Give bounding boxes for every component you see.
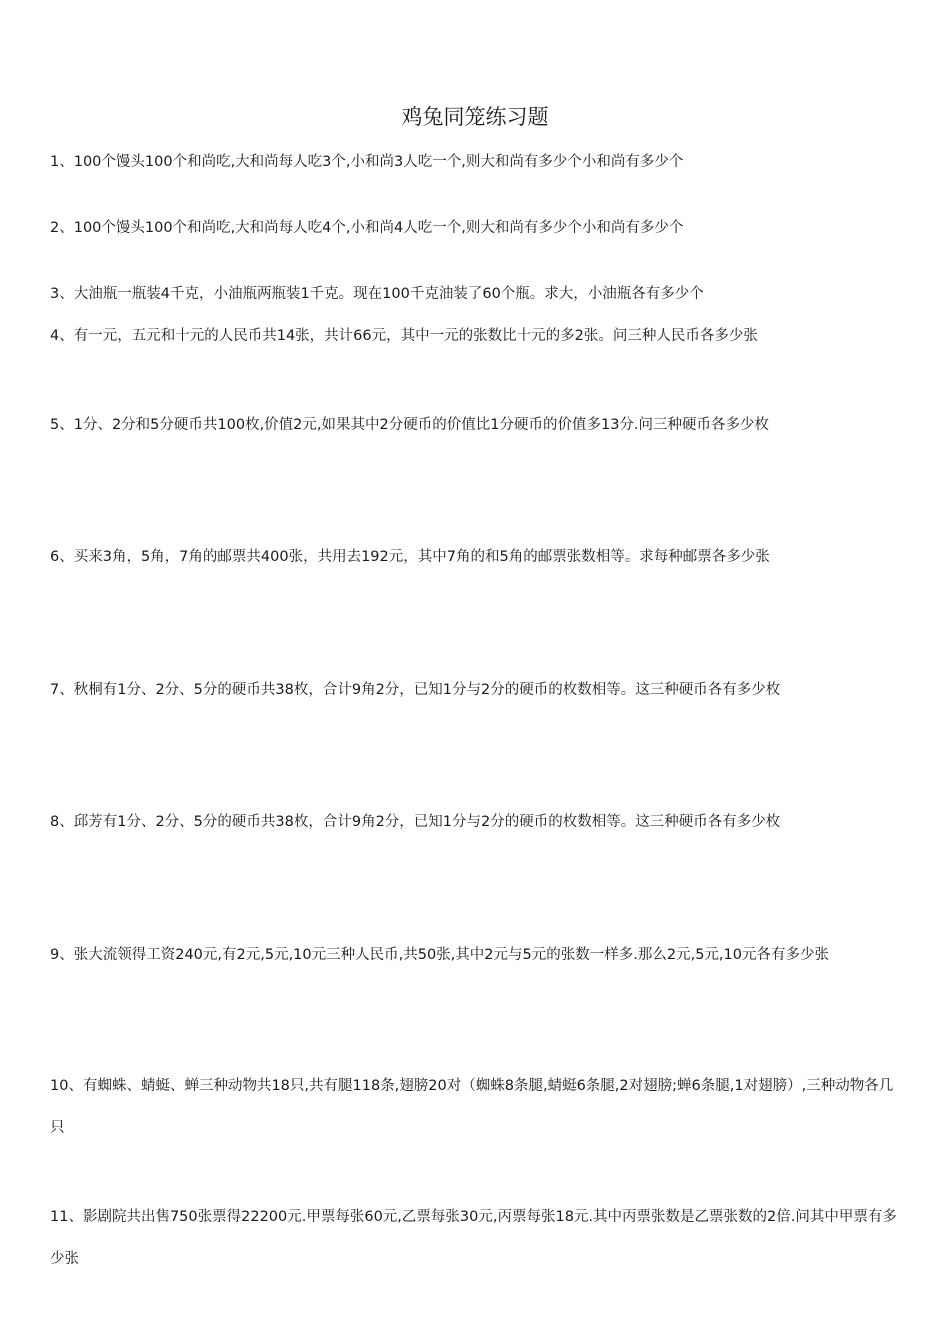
problem-4: 4、有一元，五元和十元的人民币共14张，共计66元，其中一元的张数比十元的多2张。问三种人民币各多少张 <box>50 328 758 344</box>
problem-7: 7、秋桐有1分、2分、5分的硬币共38枚，合计9角2分，已知1分与2分的硬币的枚数相等。这三种硬币各有多少枚 <box>50 682 781 698</box>
problem-8: 8、邱芳有1分、2分、5分的硬币共38枚，合计9角2分，已知1分与2分的硬币的枚数相等。这三种硬币各有多少枚 <box>50 814 781 830</box>
problem-11: 11、影剧院共出售750张票得22200元.甲票每张60元,乙票每张30元,丙票每张18元.其中丙票张数是乙票张数的2倍.问其中甲票有多少张 <box>50 1209 897 1267</box>
problem-2: 2、100个馒头100个和尚吃,大和尚每人吃4个,小和尚4人吃一个,则大和尚有多少个小和尚有多少个 <box>50 220 684 236</box>
problem-10: 10、有蜘蛛、蜻蜓、蝉三种动物共18只,共有腿118条,翅膀20对（蜘蛛8条腿,蜻蜓6条腿,2对翅膀;蝉6条腿,1对翅膀）,三种动物各几只 <box>50 1078 894 1136</box>
problem-9: 9、张大流领得工资240元,有2元,5元,10元三种人民币,共50张,其中2元与5元的张数一样多.那么2元,5元,10元各有多少张 <box>50 947 829 963</box>
problem-5: 5、1分、2分和5分硬币共100枚,价值2元,如果其中2分硬币的价值比1分硬币的价值多13分.问三种硬币各多少枚 <box>50 417 770 433</box>
problem-3: 3、大油瓶一瓶装4千克，小油瓶两瓶装1千克。现在100千克油装了60个瓶。求大，小油瓶各有多少个 <box>50 286 704 302</box>
problem-1: 1、100个馒头100个和尚吃,大和尚每人吃3个,小和尚3人吃一个,则大和尚有多少个小和尚有多少个 <box>50 154 684 170</box>
document-title: 鸡兔同笼练习题 <box>401 105 549 129</box>
problem-6: 6、买来3角，5角，7角的邮票共400张，共用去192元，其中7角的和5角的邮票张数相等。求每种邮票各多少张 <box>50 549 770 565</box>
